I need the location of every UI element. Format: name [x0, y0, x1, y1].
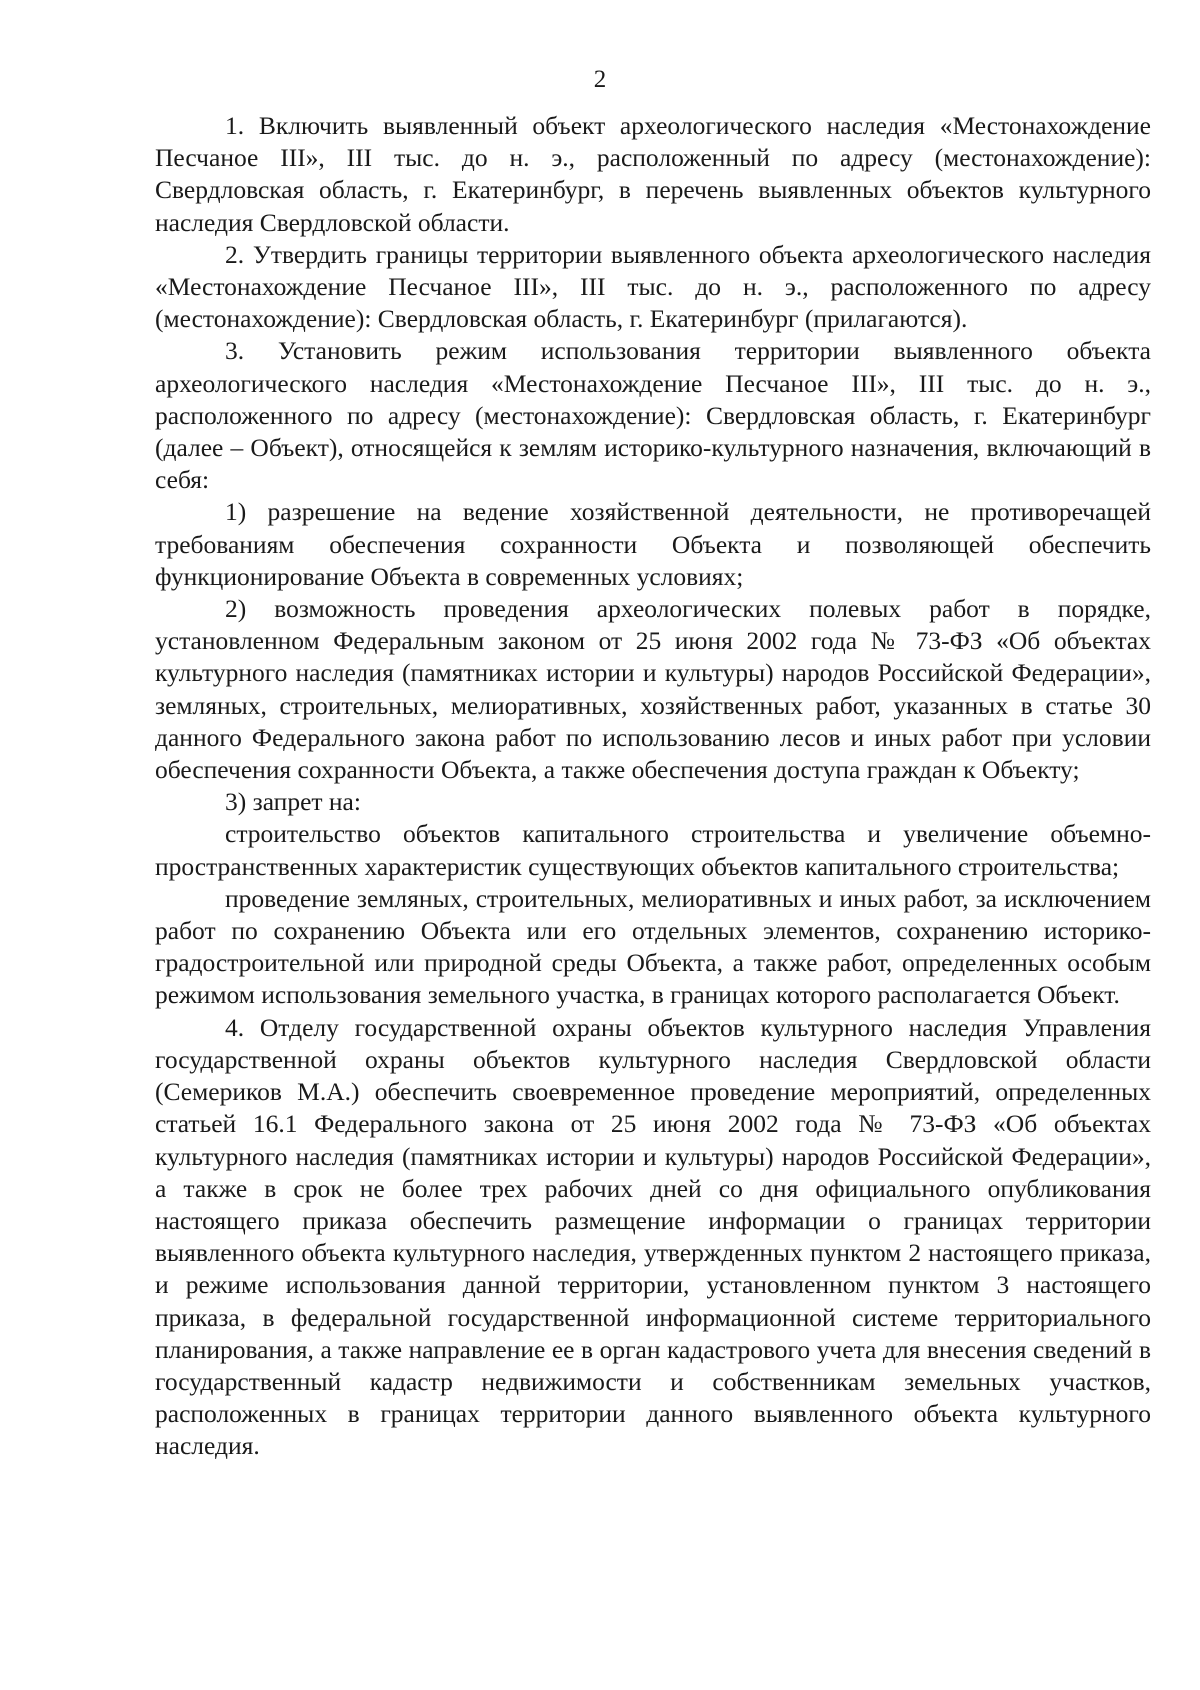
prohibition-construction: строительство объектов капитального строительства и увеличение объемно-пространственных характеристик существующих объектов капитального строительства;: [155, 819, 1151, 881]
paragraph-item-3: 3. Установить режим использования территории выявленного объекта археологического наследия «Местонахождение Песчаное III», III тыс. до н. э., расположенного по адресу (местонахождение): Свердловская область, г. Екатеринбург (далее – Объект), относящейся к землям историко-культурного назначения, включающий в себя:: [155, 336, 1151, 495]
prohibition-works: проведение земляных, строительных, мелиоративных и иных работ, за исключением работ по сохранению Объекта или его отдельных элементов, сохранению историко-градостроительной или природной среды Объекта, а также работ, определенных особым режимом использования земельного участка, в границах которого располагается Объект.: [155, 883, 1151, 1010]
subparagraph-2: 2) возможность проведения археологических полевых работ в порядке, установленном Федеральным законом от 25 июня 2002 года № 73-ФЗ «Об объектах культурного наследия (памятниках истории и культуры) народов Российской Федерации», земляных, строительных, мелиоративных, хозяйственных работ, указанных в статье 30 данного Федерального закона работ по использованию лесов и иных работ при условии обеспечения сохранности Объекта, а также обеспечения доступа граждан к Объекту;: [155, 594, 1151, 785]
subparagraph-3: 3) запрет на:: [225, 787, 361, 817]
paragraph-item-4: 4. Отделу государственной охраны объектов культурного наследия Управления государственной охраны объектов культурного наследия Свердловской области (Семериков М.А.) обеспечить своевременное проведение мероприятий, определенных статьей 16.1 Федерального закона от 25 июня 2002 года № 73-ФЗ «Об объектах культурного наследия (памятниках истории и культуры) народов Российской Федерации», а также в срок не более трех рабочих дней со дня официального опубликования настоящего приказа обеспечить размещение информации о границах территории выявленного объекта культурного наследия, утвержденных пунктом 2 настоящего приказа, и режиме использования данной территории, установленном пунктом 3 настоящего приказа, в федеральной государственной информационной системе территориального планирования, а также направление ее в орган кадастрового учета для внесения сведений в государственный кадастр недвижимости и собственникам земельных участков, расположенных в границах территории данного выявленного объекта культурного наследия.: [155, 1012, 1151, 1461]
page-number: 2: [593, 66, 607, 93]
paragraph-item-2: 2. Утвердить границы территории выявленного объекта археологического наследия «Местонахождение Песчаное III», III тыс. до н. э., расположенного по адресу (местонахождение): Свердловская область, г. Екатеринбург (прилагаются).: [155, 239, 1151, 334]
paragraph-item-1: 1. Включить выявленный объект археологического наследия «Местонахождение Песчаное III», III тыс. до н. э., расположенный по адресу (местонахождение): Свердловская область, г. Екатеринбург, в перечень выявленных объектов культурного наследия Свердловской области.: [155, 111, 1151, 237]
document-body: [155, 110, 1151, 1463]
subparagraph-1: 1) разрешение на ведение хозяйственной деятельности, не противоречащей требованиям обеспечения сохранности Объекта и позволяющей обеспечить функционирование Объекта в современных условиях;: [155, 497, 1151, 591]
